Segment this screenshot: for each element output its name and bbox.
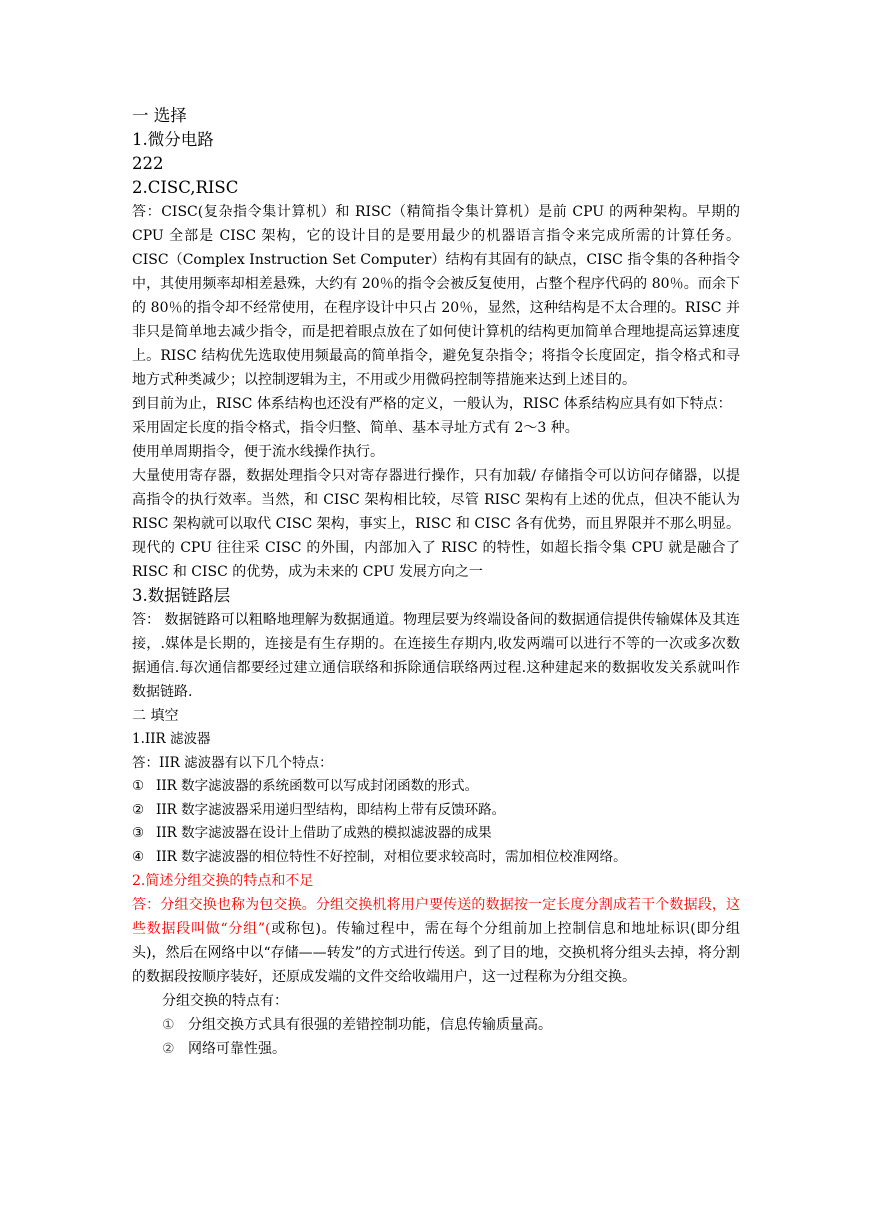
fill-1-point — [132, 822, 740, 846]
list-text: IIR 数字滤波器的系统函数可以写成封闭函数的形式。 — [156, 778, 479, 794]
question-1-answer: 222 — [132, 154, 164, 173]
list-number: ② — [132, 801, 145, 818]
list-number: ② — [162, 1041, 175, 1057]
fill-2-answer — [132, 893, 740, 989]
question-3-answer: 答： 数据链路可以粗略地理解为数据通道。物理层要为终端设备间的数据通信提供传输媒体及其连接，.媒体是长期的，连接是有生存期的。在连接生存期内,收发两端可以进行不等的一次或多次数据通信.每次通信都要经过建立通信联络和拆除通信联络两过程.这种建起来的数据收发关系就叫作数据链路. — [132, 612, 740, 700]
fill-2-feature — [132, 1013, 740, 1037]
fill-1-point — [132, 775, 740, 799]
question-2-paragraph-4: 使用单周期指令，便于流水线操作执行。 — [132, 444, 384, 460]
list-number: ① — [162, 1017, 175, 1033]
fill-2-answer-highlight: 答：分组交换也称为包交换。分组交换机将用户要传送的数据按一定长度分割成若干个数据段，这些数据段叫做“分组”( — [132, 897, 740, 937]
section-title-fill: 二 填空 — [132, 708, 179, 724]
list-number: ① — [132, 778, 145, 794]
question-3-title: 3.数据链路层 — [132, 586, 231, 605]
list-text: IIR 数字滤波器采用递归型结构，即结构上带有反馈环路。 — [156, 801, 506, 818]
list-number: ③ — [132, 825, 145, 841]
fill-1-intro: 答：IIR 滤波器有以下几个特点： — [132, 754, 333, 771]
fill-2-feature — [132, 1037, 740, 1061]
fill-2-title: 2.简述分组交换的特点和不足 — [132, 873, 314, 889]
fill-1-title: 1.IIR 滤波器 — [132, 731, 211, 747]
list-text: IIR 数字滤波器在设计上借助了成熟的模拟滤波器的成果 — [156, 825, 492, 841]
list-number: ④ — [132, 848, 145, 865]
question-1-title: 1.微分电路 — [132, 130, 214, 149]
question-2-paragraph-5: 大量使用寄存器，数据处理指令只对寄存器进行操作，只有加载/ 存储指令可以访问存储器，以提高指令的执行效率。当然，和 CISC 架构相比较，尽管 RISC 架构有上述的优点，但决不能认为 RISC 架构就可以取代 CISC 架构，事实上，RISC 和 CISC 各有优势，而且界限并不那么明显。现代的 CPU 往往采 CISC 的外围，内部加入了 RISC 的特性，如超长指令集 CPU 就是融合了 RISC 和 CISC 的优势，成为未来的 CPU 发展方向之一 — [132, 468, 740, 580]
fill-2-answer-rest: 或称包)。传输过程中，需在每个分组前加上控制信息和地址标识(即分组头)，然后在网络中以“存储——转发”的方式进行传送。到了目的地，交换机将分组头去掉，将分割的数据段按顺序装好，还原成发端的文件交给收端用户，这一过程称为分组交换。 — [132, 921, 740, 985]
fill-1-point — [132, 799, 740, 823]
fill-1-point — [132, 846, 740, 870]
question-2-paragraph-3: 采用固定长度的指令格式，指令归整、简单、基本寻址方式有 2～3 种。 — [132, 420, 579, 436]
list-text: 分组交换方式具有很强的差错控制功能，信息传输质量高。 — [188, 1017, 552, 1033]
list-text: 网络可靠性强。 — [188, 1041, 286, 1057]
question-2-paragraph-1: 答：CISC(复杂指令集计算机）和 RISC（精简指令集计算机）是前 CPU 的两种架构。早期的 CPU 全部是 CISC 架构，它的设计目的是要用最少的机器语言指令来完成所需的计算任务。 CISC（Complex Instruction Set Computer）结构有其固有的缺点，CISC 指令集的各种指令中，其使用频率却相差悬殊，大约有 20％的指令会被反复使用，占整个程序代码的 80％。而余下的 80％的指令却不经常使用，在程序设计中只占 20％，显然，这种结构是不太合理的。RISC 并非只是简单地去减少指令，而是把着眼点放在了如何使计算机的结构更加简单合理地提高运算速度上。RISC 结构优先选取使用频最高的简单指令，避免复杂指令；将指令长度固定，指令格式和寻地方式种类减少；以控制逻辑为主，不用或少用微码控制等措施来达到上述目的。 — [132, 204, 740, 388]
question-2-paragraph-2: 到目前为止，RISC 体系结构也还没有严格的定义，一般认为，RISC 体系结构应具有如下特点： — [132, 396, 732, 412]
section-title-choice: 一 选择 — [132, 106, 187, 125]
list-text: IIR 数字滤波器的相位特性不好控制，对相位要求较高时，需加相位校准网络。 — [156, 848, 627, 865]
document-content — [132, 104, 740, 1061]
question-2-title: 2.CISC,RISC — [132, 178, 239, 197]
fill-2-features-intro: 分组交换的特点有： — [162, 993, 288, 1009]
